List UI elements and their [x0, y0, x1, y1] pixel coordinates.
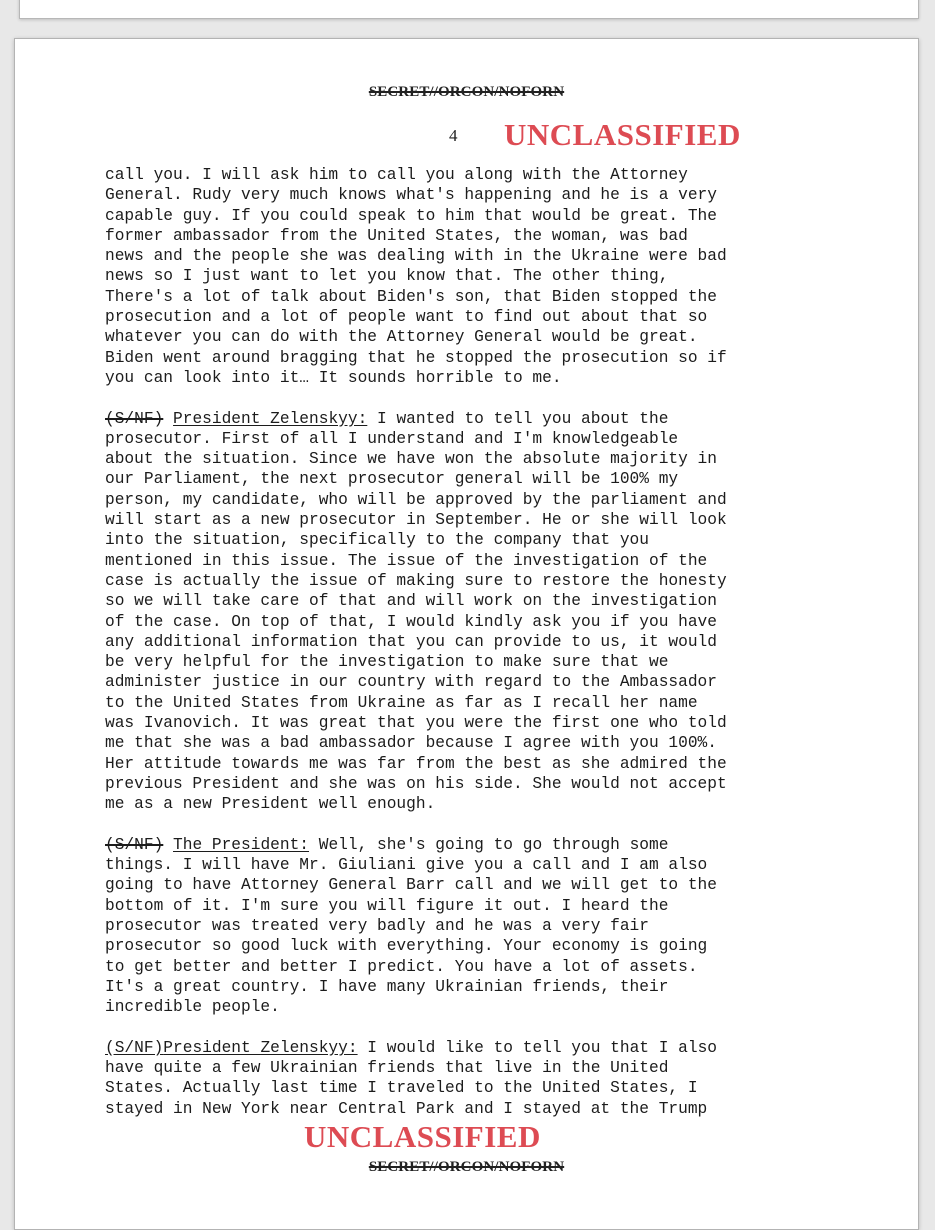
- footer-classification: SECRET//ORCON/NOFORN: [368, 1159, 565, 1175]
- text-line: our Parliament, the next prosecutor general will be 100% my: [105, 470, 679, 489]
- text-line: General. Rudy very much knows what's happening and he is a very: [105, 186, 717, 205]
- text-line: me that she was a bad ambassador because I agree with you 100%.: [105, 734, 717, 753]
- text-line: news and the people she was dealing with in the Ukraine were bad: [105, 247, 727, 266]
- text-line: was Ivanovich. It was great that you were the first one who told: [105, 714, 727, 733]
- text-line: previous President and she was on his side. She would not accept: [105, 774, 727, 793]
- text-line: prosecution and a lot of people want to find out about that so: [105, 308, 708, 327]
- text-line: news so I just want to let you know that. The other thing,: [105, 267, 669, 286]
- text-line: me as a new President well enough.: [105, 795, 436, 814]
- transcript-paragraph: [105, 835, 815, 1018]
- text-line: case is actually the issue of making sure to restore the honesty: [105, 571, 727, 590]
- text-line: stayed in New York near Central Park and I stayed at the Trump: [105, 1099, 708, 1118]
- text-line: administer justice in our country with regard to the Ambassador: [105, 673, 717, 692]
- text-line: whatever you can do with the Attorney General would be great.: [105, 328, 698, 347]
- text-fragment: I wanted to tell you about the: [367, 409, 669, 428]
- text-line: things. I will have Mr. Giuliani give you a call and I am also: [105, 856, 708, 875]
- text-line: incredible people.: [105, 998, 280, 1017]
- page-number: 4: [449, 126, 458, 145]
- text-line: about the situation. Since we have won the absolute majority in: [105, 450, 717, 469]
- text-line: prosecutor so good luck with everything. Your economy is going: [105, 937, 708, 956]
- text-line: any additional information that you can provide to us, it would: [105, 632, 717, 651]
- header-classification: SECRET//ORCON/NOFORN: [368, 84, 565, 100]
- transcript-paragraph: [105, 165, 815, 388]
- text-line: prosecutor was treated very badly and he was a very fair: [105, 916, 649, 935]
- text-line: States. Actually last time I traveled to the United States, I: [105, 1079, 698, 1098]
- text-line: Biden went around bragging that he stopped the prosecution so if: [105, 348, 727, 367]
- text-line: Her attitude towards me was far from the best as she admired the: [105, 754, 727, 773]
- text-line: so we will take care of that and will work on the investigation: [105, 592, 717, 611]
- text-line: capable guy. If you could speak to him that would be great. The: [105, 206, 717, 225]
- text-line: [105, 409, 815, 429]
- text-line: bottom of it. I'm sure you will figure it out. I heard the: [105, 896, 669, 915]
- transcript-body: [105, 165, 815, 1139]
- speaker-label: President Zelenskyy:: [173, 409, 368, 428]
- text-line: [105, 1038, 815, 1058]
- speaker-label: The President:: [173, 835, 310, 854]
- document-page: [14, 38, 919, 1230]
- text-line: you can look into it… It sounds horrible to me.: [105, 368, 562, 387]
- text-line: It's a great country. I have many Ukrainian friends, their: [105, 977, 669, 996]
- classification-marking: (S/NF): [105, 409, 164, 428]
- text-line: former ambassador from the United States, the woman, was bad: [105, 226, 688, 245]
- text-line: There's a lot of talk about Biden's son, that Biden stopped the: [105, 287, 717, 306]
- text-line: will start as a new prosecutor in September. He or she will look: [105, 511, 727, 530]
- text-line: be very helpful for the investigation to make sure that we: [105, 653, 669, 672]
- transcript-paragraph: [105, 409, 815, 815]
- text-line: have quite a few Ukrainian friends that live in the United: [105, 1059, 669, 1078]
- previous-page-edge: [19, 0, 919, 19]
- transcript-paragraph: [105, 1038, 815, 1119]
- text-line: going to have Attorney General Barr call and we will get to the: [105, 876, 717, 895]
- text-line: call you. I will ask him to call you along with the Attorney: [105, 166, 688, 184]
- text-line: to the United States from Ukraine as far as I recall her name: [105, 693, 698, 712]
- text-line: [105, 835, 815, 855]
- unclassified-stamp-bottom: UNCLASSIFIED: [304, 1119, 541, 1154]
- classification-marking: (S/NF): [105, 1038, 164, 1057]
- text-line: to get better and better I predict. You have a lot of assets.: [105, 957, 698, 976]
- unclassified-stamp-top: UNCLASSIFIED: [504, 117, 741, 152]
- text-line: of the case. On top of that, I would kindly ask you if you have: [105, 612, 717, 631]
- text-line: person, my candidate, who will be approved by the parliament and: [105, 490, 727, 509]
- text-fragment: I would like to tell you that I also: [357, 1038, 718, 1057]
- speaker-label: President Zelenskyy:: [163, 1038, 358, 1057]
- text-line: prosecutor. First of all I understand and I'm knowledgeable: [105, 429, 679, 448]
- classification-marking: (S/NF): [105, 835, 164, 854]
- text-line: mentioned in this issue. The issue of the investigation of the: [105, 551, 708, 570]
- text-fragment: Well, she's going to go through some: [309, 835, 669, 854]
- text-line: into the situation, specifically to the company that you: [105, 531, 649, 550]
